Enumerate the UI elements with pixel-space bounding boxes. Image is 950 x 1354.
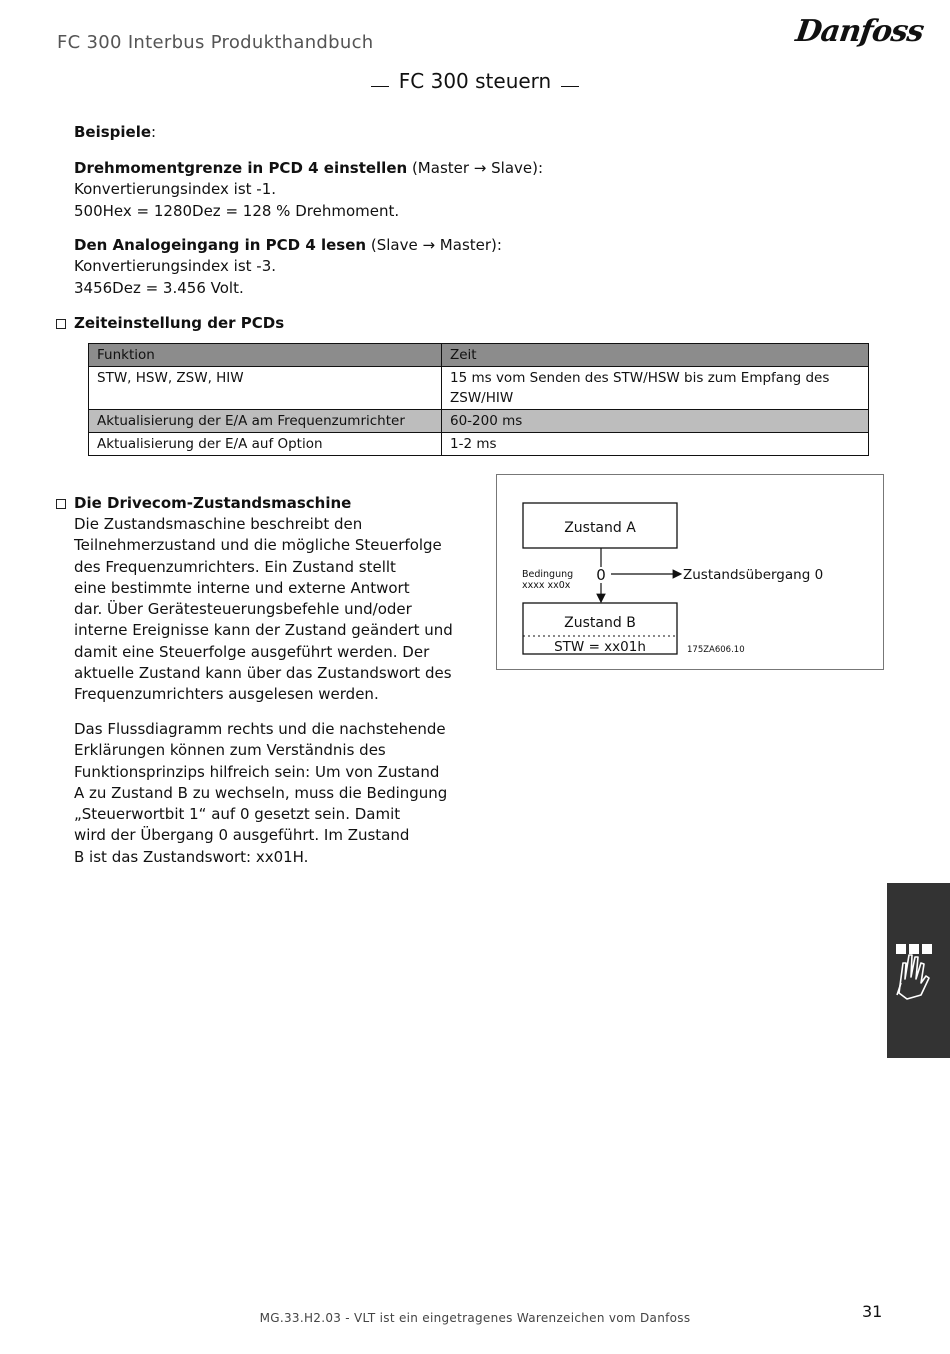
example-1 <box>74 158 543 222</box>
paragraph-line: Die Zustandsmaschine beschreibt den <box>74 515 363 533</box>
document-title: FC 300 Interbus Produkthandbuch <box>57 32 374 53</box>
bullet-square-icon <box>56 319 66 329</box>
example-2-bold: Den Analogeingang in PCD 4 lesen <box>74 236 367 254</box>
table-header-zeit: Zeit <box>442 344 869 367</box>
title-dash-right <box>561 86 579 87</box>
drivecom-paragraph-2 <box>74 719 447 868</box>
drivecom-heading: Die Drivecom-Zustandsmaschine <box>74 494 352 512</box>
paragraph-line: Erklärungen können zum Verständnis des <box>74 741 386 760</box>
danfoss-logo: Danfoss <box>793 14 926 49</box>
table-header-funktion: Funktion <box>89 344 442 367</box>
page-number: 31 <box>862 1302 883 1321</box>
example-2-rest: (Slave → Master): <box>366 236 502 254</box>
title-dash-left <box>371 86 389 87</box>
table-row <box>89 433 869 456</box>
footer-text: MG.33.H2.03 - VLT ist ein eingetragenes Warenzeichen vom Danfoss <box>259 1311 691 1325</box>
state-machine-diagram <box>496 474 884 670</box>
table-cell-funktion: Aktualisierung der E/A am Frequenzumrichter <box>89 410 442 433</box>
timing-table <box>88 343 869 456</box>
state-a-label: Zustand A <box>564 520 636 536</box>
paragraph-line: Das Flussdiagramm rechts und die nachstehende <box>74 720 446 738</box>
example-2-title <box>74 235 502 256</box>
example-1-bold: Drehmomentgrenze in PCD 4 einstellen <box>74 159 408 177</box>
paragraph-line: dar. Über Gerätesteuerungsbefehle und/oder <box>74 600 412 619</box>
figure-id: 175ZA606.10 <box>687 645 745 655</box>
example-1-title <box>74 158 543 179</box>
table-row <box>89 367 869 410</box>
examples-heading-text: Beispiele <box>74 123 152 141</box>
state-b-label: Zustand B <box>564 615 636 631</box>
paragraph-line: A zu Zustand B zu wechseln, muss die Bedingung <box>74 783 448 802</box>
table-header-row <box>89 344 869 367</box>
paragraph-line: „Steuerwortbit 1“ auf 0 gesetzt sein. Damit <box>74 805 401 824</box>
example-2-line-3: 3456Dez = 3.456 Volt. <box>74 278 244 297</box>
condition-label: Bedingung <box>522 569 574 580</box>
transition-number: 0 <box>596 566 606 584</box>
timing-heading: Zeiteinstellung der PCDs <box>74 314 285 332</box>
examples-heading-colon: : <box>151 123 157 141</box>
example-1-line-3: 500Hex = 1280Dez = 128 % Drehmoment. <box>74 201 400 220</box>
table-cell-funktion: Aktualisierung der E/A auf Option <box>89 433 442 456</box>
state-diagram-svg <box>497 475 883 669</box>
transition-label: Zustandsübergang 0 <box>683 567 824 583</box>
table-row <box>89 410 869 433</box>
paragraph-line: eine bestimmte interne und externe Antwort <box>74 578 410 597</box>
example-2 <box>74 235 502 299</box>
section-title-text: FC 300 steuern <box>398 69 552 93</box>
paragraph-line: wird der Übergang 0 ausgeführt. Im Zustand <box>74 826 410 845</box>
drivecom-paragraph-1 <box>74 514 453 706</box>
paragraph-line: Funktionsprinzips hilfreich sein: Um von Zustand <box>74 762 440 781</box>
example-1-rest: (Master → Slave): <box>407 159 544 177</box>
condition-value: xxxx xx0x <box>522 580 571 591</box>
stw-label: STW = xx01h <box>554 639 646 655</box>
table-cell-funktion: STW, HSW, ZSW, HIW <box>89 367 442 410</box>
hand-pointer-icon <box>887 883 950 1058</box>
table-cell-zeit: 60-200 ms <box>442 410 869 433</box>
paragraph-line: damit eine Steuerfolge ausgeführt werden. Der <box>74 642 430 661</box>
paragraph-line: interne Ereignisse kann der Zustand geändert und <box>74 621 453 640</box>
paragraph-line: des Frequenzumrichters. Ein Zustand stellt <box>74 557 396 576</box>
paragraph-line: aktuelle Zustand kann über das Zustandswort des <box>74 664 452 683</box>
chapter-side-tab[interactable] <box>887 883 950 1058</box>
table-cell-zeit: 15 ms vom Senden des STW/HSW bis zum Empfang des ZSW/HIW <box>442 367 869 410</box>
bullet-square-icon <box>56 499 66 509</box>
paragraph-line: B ist das Zustandswort: xx01H. <box>74 847 309 866</box>
section-title <box>0 69 950 93</box>
example-2-line-2: Konvertierungsindex ist -3. <box>74 257 277 276</box>
table-cell-zeit: 1-2 ms <box>442 433 869 456</box>
example-1-line-2: Konvertierungsindex ist -1. <box>74 180 277 199</box>
paragraph-line: Frequenzumrichters ausgelesen werden. <box>74 685 379 704</box>
paragraph-line: Teilnehmerzustand und die mögliche Steuerfolge <box>74 536 442 555</box>
examples-heading <box>74 122 156 143</box>
